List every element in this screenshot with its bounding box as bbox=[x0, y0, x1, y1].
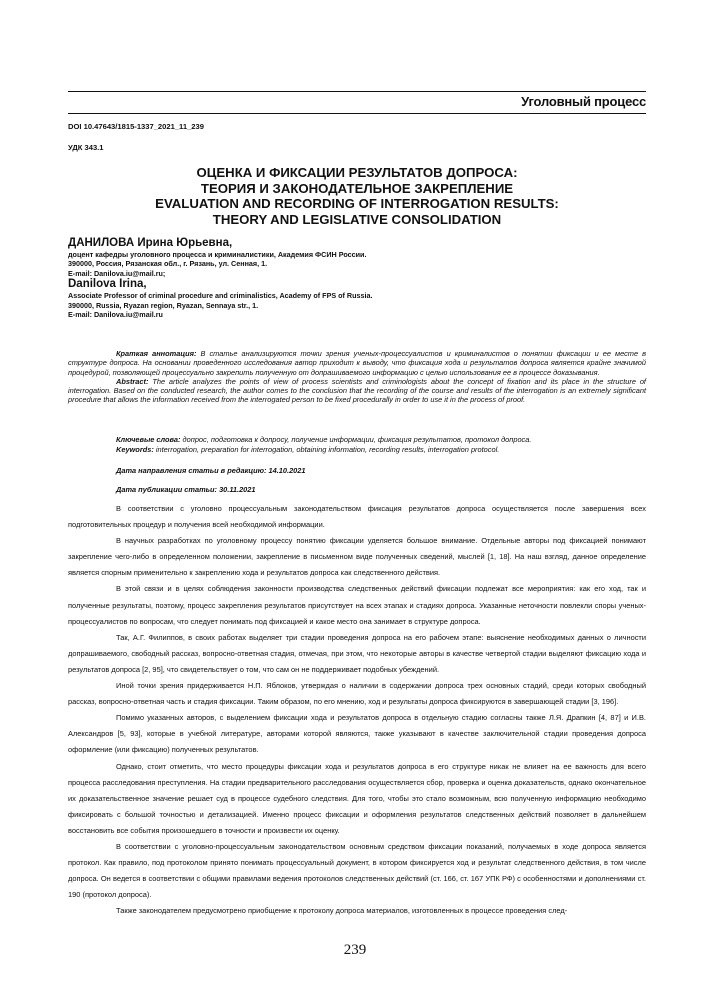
body-paragraph: В соответствии с уголовно процессуальным законодательством фиксация результатов допроса осуществляется после завершения всех подготовительных процедур и получения всей необходимой информации. bbox=[68, 504, 646, 530]
page-number: 239 bbox=[343, 942, 367, 958]
body-paragraph: Помимо указанных авторов, с выделением фиксации хода и результатов допроса в отдельную стадию согласны также Л.Я. Драпкин [4, 87] и И.В. Александров [5, 93], которые в учебной литературе, авторами которой являются, также указывают в качестве заключительной стадии проведения допроса оформление (или фиксацию) полученных результатов. bbox=[68, 713, 646, 755]
abstract-ru bbox=[68, 349, 646, 377]
author-block bbox=[68, 237, 646, 319]
body-paragraph: Иной точки зрения придерживается Н.П. Яблоков, утверждая о наличии в содержании допроса трех основных стадий, среди которых свободный рассказ, вопросно-ответная часть и стадия фиксации. Таким образом, по его мнению, ход и результаты допроса фиксируются в завершающей стадии [3, 196]. bbox=[68, 681, 646, 707]
article-title bbox=[68, 165, 646, 227]
body-paragraph: Так, А.Г. Филиппов, в своих работах выделяет три стадии проведения допроса на его рабочем этапе: выяснение необходимых данных о личности допрашиваемого, свободный рассказ, вопросно-ответная стадия, отмечая, при этом, что некоторые авторы в качестве четвертой стадии выделяют фиксацию хода и результатов допроса [2, 95], что свидетельствует о том, что сам он не поддерживает подобных убеждений. bbox=[68, 632, 646, 674]
section-title: Уголовный процесс bbox=[521, 94, 646, 109]
title-line: THEORY AND LEGISLATIVE CONSOLIDATION bbox=[212, 211, 502, 227]
keywords-ru bbox=[116, 435, 531, 445]
body-paragraph: В научных разработках по уголовному процессу понятию фиксации уделяется большое внимание. Отдельные авторы под фиксацией понимают закрепление чего-либо в определенном положении, закрепление в письменном виде полученных сведений, мыслей [1, 18]. На наш взгляд, данное определение является спорным применительно к закреплению хода и результатов допроса как следственного действия. bbox=[68, 536, 646, 578]
doi: DOI 10.47643/1815-1337_2021_11_239 bbox=[68, 122, 204, 131]
author-address-ru: 390000, Россия, Рязанская обл., г. Рязань, ул. Сенная, 1. bbox=[68, 259, 268, 269]
author-name-en: Danilova Irina, bbox=[68, 278, 147, 291]
title-line: EVALUATION AND RECORDING OF INTERROGATION RESULTS: bbox=[155, 196, 559, 212]
abstract-ru-text: В статье анализируются точки зрения ученых-процессуалистов и криминалистов о понятии фиксации и ее месте в структуре допроса. На основании проведенного исследования автор приходит к выводу, что фиксация хода и результатов допроса является крайне значимой процедурой, позволяющей процессуально закрепить полученную от допрашиваемого информацию с целью использования ее в процессе доказывания. bbox=[68, 349, 646, 377]
body-paragraph: Также законодателем предусмотрено приобщение к протоколу допроса материалов, изготовленных в процессе проведения след- bbox=[116, 906, 568, 916]
author-position-en: Associate Professor of criminal procedure and criminalistics, Academy of FPS of Russia. bbox=[68, 291, 373, 301]
body-paragraph: Однако, стоит отметить, что место процедуры фиксации хода и результатов допроса в его структуре никак не влияет на ее важность для всего процесса расследования преступления. На стадии предварительного расследования осуществляется сбор, проверка и оценка доказательств, однако окончательное их доказательственное значение решает суд в процессе судебного следствия. Для того, чтобы это стало возможным, всю полученную информацию необходимо фиксировать с большой точностью и детализацией. Именно процесс фиксации и оформления результатов следственных действий позволяет в дальнейшем восстановить все события произошедшего в точности и произвести их оценку. bbox=[68, 761, 646, 835]
abstract-en-label: Abstract: bbox=[116, 376, 149, 386]
title-line: ОЦЕНКА И ФИКСАЦИИ РЕЗУЛЬТАТОВ ДОПРОСА: bbox=[196, 165, 518, 180]
abstract-block bbox=[68, 349, 646, 405]
author-address-en: 390000, Russia, Ryazan region, Ryazan, Sennaya str., 1. bbox=[68, 300, 259, 310]
keywords-ru-text: допрос, подготовка к допросу, получение информации, фиксация результатов, протокол допроса. bbox=[180, 435, 532, 444]
header-rule-bottom bbox=[68, 113, 646, 114]
header-rule-top bbox=[68, 91, 646, 92]
udk-code: УДК 343.1 bbox=[68, 143, 104, 152]
abstract-en bbox=[68, 377, 646, 405]
author-position-ru: доцент кафедры уголовного процесса и криминалистики, Академия ФСИН России. bbox=[68, 250, 367, 259]
abstract-ru-label: Краткая аннотация: bbox=[116, 349, 197, 358]
keywords-en-label: Keywords: bbox=[116, 444, 154, 454]
body-paragraph: В этой связи и в целях соблюдения законности производства следственных действий фиксации подлежат все мероприятия: как его ход, так и полученные результаты, поэтому, процесс закрепления результатов присутствует на всех этапах и стадиях допроса. Указанные неточности повлекли споры ученых-процессуалистов по вопросам, что следует понимать под фиксацией и какое место она занимает в структуре допроса. bbox=[68, 584, 646, 626]
author-email-en[interactable]: E-mail: Danilova.iu@mail.ru bbox=[68, 310, 163, 320]
title-line: ТЕОРИЯ И ЗАКОНОДАТЕЛЬНОЕ ЗАКРЕПЛЕНИЕ bbox=[200, 180, 514, 196]
date-submitted: Дата направления статьи в редакцию: 14.10.2021 bbox=[116, 466, 306, 475]
author-name-ru: ДАНИЛОВА Ирина Юрьевна, bbox=[68, 237, 233, 249]
date-published: Дата публикации статьи: 30.11.2021 bbox=[116, 485, 256, 494]
keywords-en-text: interrogation, preparation for interrogation, obtaining information, recording results, interrogation protocol. bbox=[153, 444, 500, 454]
keywords-en bbox=[116, 445, 531, 455]
article-body bbox=[68, 501, 646, 919]
abstract-en-text: The article analyzes the points of view of process scientists and criminologists about the concept of fixation and its place in the structure of interrogation. Based on the conducted research, the author comes to the conclusion that the recording of the course and results of the interrogation is an extremely significant procedure that allows the information received from the interrogated person to be fixed procedurally in order to use it in the process of proof. bbox=[68, 376, 646, 405]
author-email-ru[interactable]: E-mail: Danilova.iu@mail.ru; bbox=[68, 268, 166, 278]
body-paragraph: В соответствии с уголовно-процессуальным законодательством основным средством фиксации показаний, получаемых в ходе допроса является протокол. Как правило, под протоколом принято понимать процессуальный документ, в котором фиксируется ход и результат следственного действия, в том числе допроса. Он ведется в соответствии с общими правилами ведения протоколов следственных действий (ст. 166, ст. 167 УПК РФ) с особенностями и дополнениями ст. 190 (протокол допроса). bbox=[68, 841, 646, 900]
keywords-ru-label: Ключевые слова: bbox=[116, 435, 181, 444]
keywords-block bbox=[116, 435, 531, 454]
